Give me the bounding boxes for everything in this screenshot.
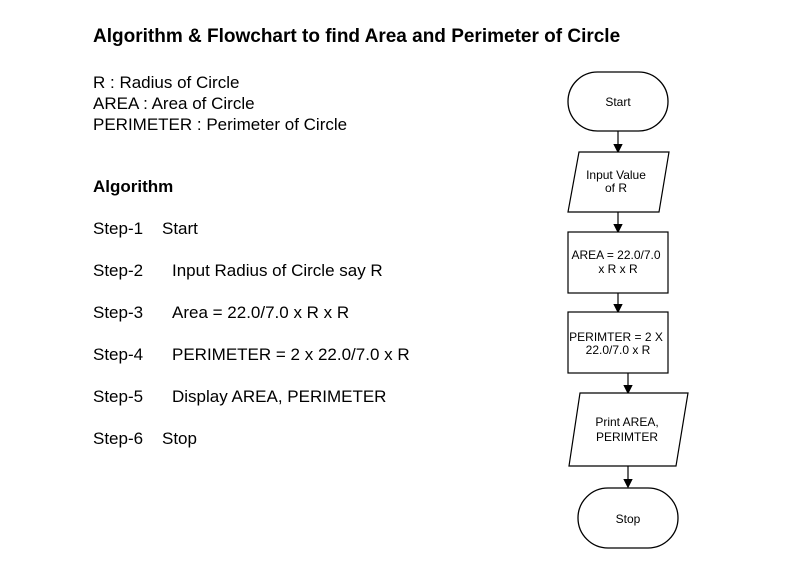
flow-area-process xyxy=(568,232,668,293)
flow-stop-label: Stop xyxy=(615,512,641,526)
step-text: Stop xyxy=(162,429,197,448)
step-number: Step-1 xyxy=(93,219,144,238)
step-text: PERIMETER = 2 x 22.0/7.0 x R xyxy=(172,345,410,364)
flow-output-line1: Print AREA, xyxy=(595,415,659,429)
step-text: Area = 22.0/7.0 x R x R xyxy=(172,303,350,322)
definition-area: AREA : Area of Circle xyxy=(93,94,255,113)
flow-area-line2: x R x R xyxy=(598,262,638,276)
flow-input-parallelogram xyxy=(568,152,669,212)
definition-perimeter: PERIMETER : Perimeter of Circle xyxy=(93,115,348,134)
page-title: Algorithm & Flowchart to find Area and Perimeter of Circle xyxy=(93,26,621,47)
step-number: Step-3 xyxy=(93,303,144,322)
flow-stop-terminal xyxy=(578,488,678,548)
flow-area-line1: AREA = 22.0/7.0 xyxy=(571,248,661,262)
flow-start-terminal xyxy=(568,72,668,131)
algorithm-heading: Algorithm xyxy=(93,177,174,196)
step-number: Step-4 xyxy=(93,345,144,364)
flow-perimeter-line2: 22.0/7.0 x R xyxy=(585,343,651,357)
step-number: Step-5 xyxy=(93,387,144,406)
step-text: Display AREA, PERIMETER xyxy=(172,387,387,406)
step-text: Input Radius of Circle say R xyxy=(172,261,383,280)
flow-input-line1: Input Value xyxy=(586,168,646,182)
flow-output-parallelogram xyxy=(569,393,688,466)
flow-perimeter-process xyxy=(568,312,668,373)
flow-start-label: Start xyxy=(605,95,631,109)
step-number: Step-6 xyxy=(93,429,144,448)
step-text: Start xyxy=(162,219,198,238)
definition-r: R : Radius of Circle xyxy=(93,73,240,92)
flow-output-line2: PERIMTER xyxy=(595,430,659,444)
flow-input-line2: of R xyxy=(604,181,628,195)
flow-perimeter-line1: PERIMTER = 2 X xyxy=(569,330,663,344)
step-number: Step-2 xyxy=(93,261,144,280)
